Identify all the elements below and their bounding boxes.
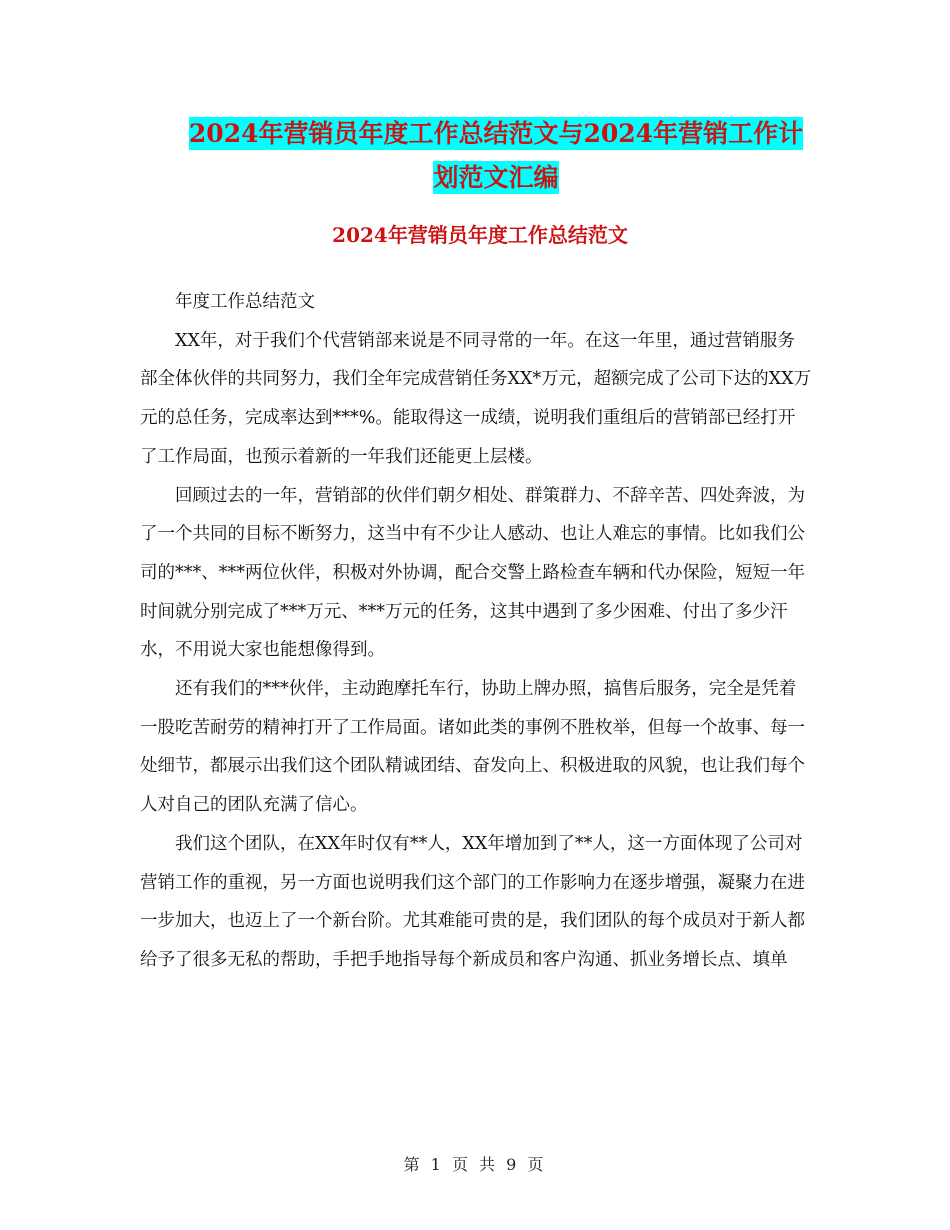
- paragraph: XX年，对于我们个代营销部来说是不同寻常的一年。在这一年里，通过营销服务部全体伙伴的共同努力，我们全年完成营销任务XX*万元，超额完成了公司下达的XX万元的总任务，完成率达到***%。能取得这一成绩，说明我们重组后的营销部已经打开了工作局面，也预示着新的一年我们还能更上层楼。: [140, 330, 812, 467]
- paragraph: 我们这个团队，在XX年时仅有**人，XX年增加到了**人，这一方面体现了公司对营销工作的重视，另一方面也说明我们这个部门的工作影响力在逐步增强，凝聚力在进一步加大，也迈上了一个新台阶。尤其难能可贵的是，我们团队的每个成员对于新人都给予了很多无私的帮助，手把手地指导每个新成员和客户沟通、抓业务增长点、填单: [140, 833, 805, 970]
- body-text: [140, 283, 812, 980]
- document-title: [140, 112, 852, 200]
- title-line-2-text: 划范文汇编: [433, 163, 559, 192]
- paragraph: 回顾过去的一年，营销部的伙伴们朝夕相处、群策群力、不辞辛苦、四处奔波，为了一个共同的目标不断努力，这当中有不少让人感动、也让人难忘的事情。比如我们公司的***、***两位伙伴，积极对外协调，配合交警上路检查车辆和代办保险，短短一年时间就分别完成了***万元、***万元的任务，这其中遇到了多少困难、付出了多少汗水，不用说大家也能想像得到。: [140, 485, 805, 661]
- page-footer: 第 1 页 共 9 页: [403, 1155, 547, 1174]
- section-heading: 2024年营销员年度工作总结范文: [332, 223, 628, 247]
- title-line-2: [140, 156, 852, 200]
- paragraph: 还有我们的***伙伴，主动跑摩托车行，协助上牌办照，搞售后服务，完全是凭着一股吃苦耐劳的精神打开了工作局面。诸如此类的事例不胜枚举，但每一个故事、每一处细节，都展示出我们这个团队精诚团结、奋发向上、积极进取的风貌，也让我们每个人对自己的团队充满了信心。: [140, 679, 805, 816]
- title-line-1: [140, 112, 852, 156]
- paragraph-subtitle: 年度工作总结范文: [175, 292, 315, 312]
- title-line-1-text: 2024年营销员年度工作总结范文与2024年营销工作计: [188, 119, 804, 148]
